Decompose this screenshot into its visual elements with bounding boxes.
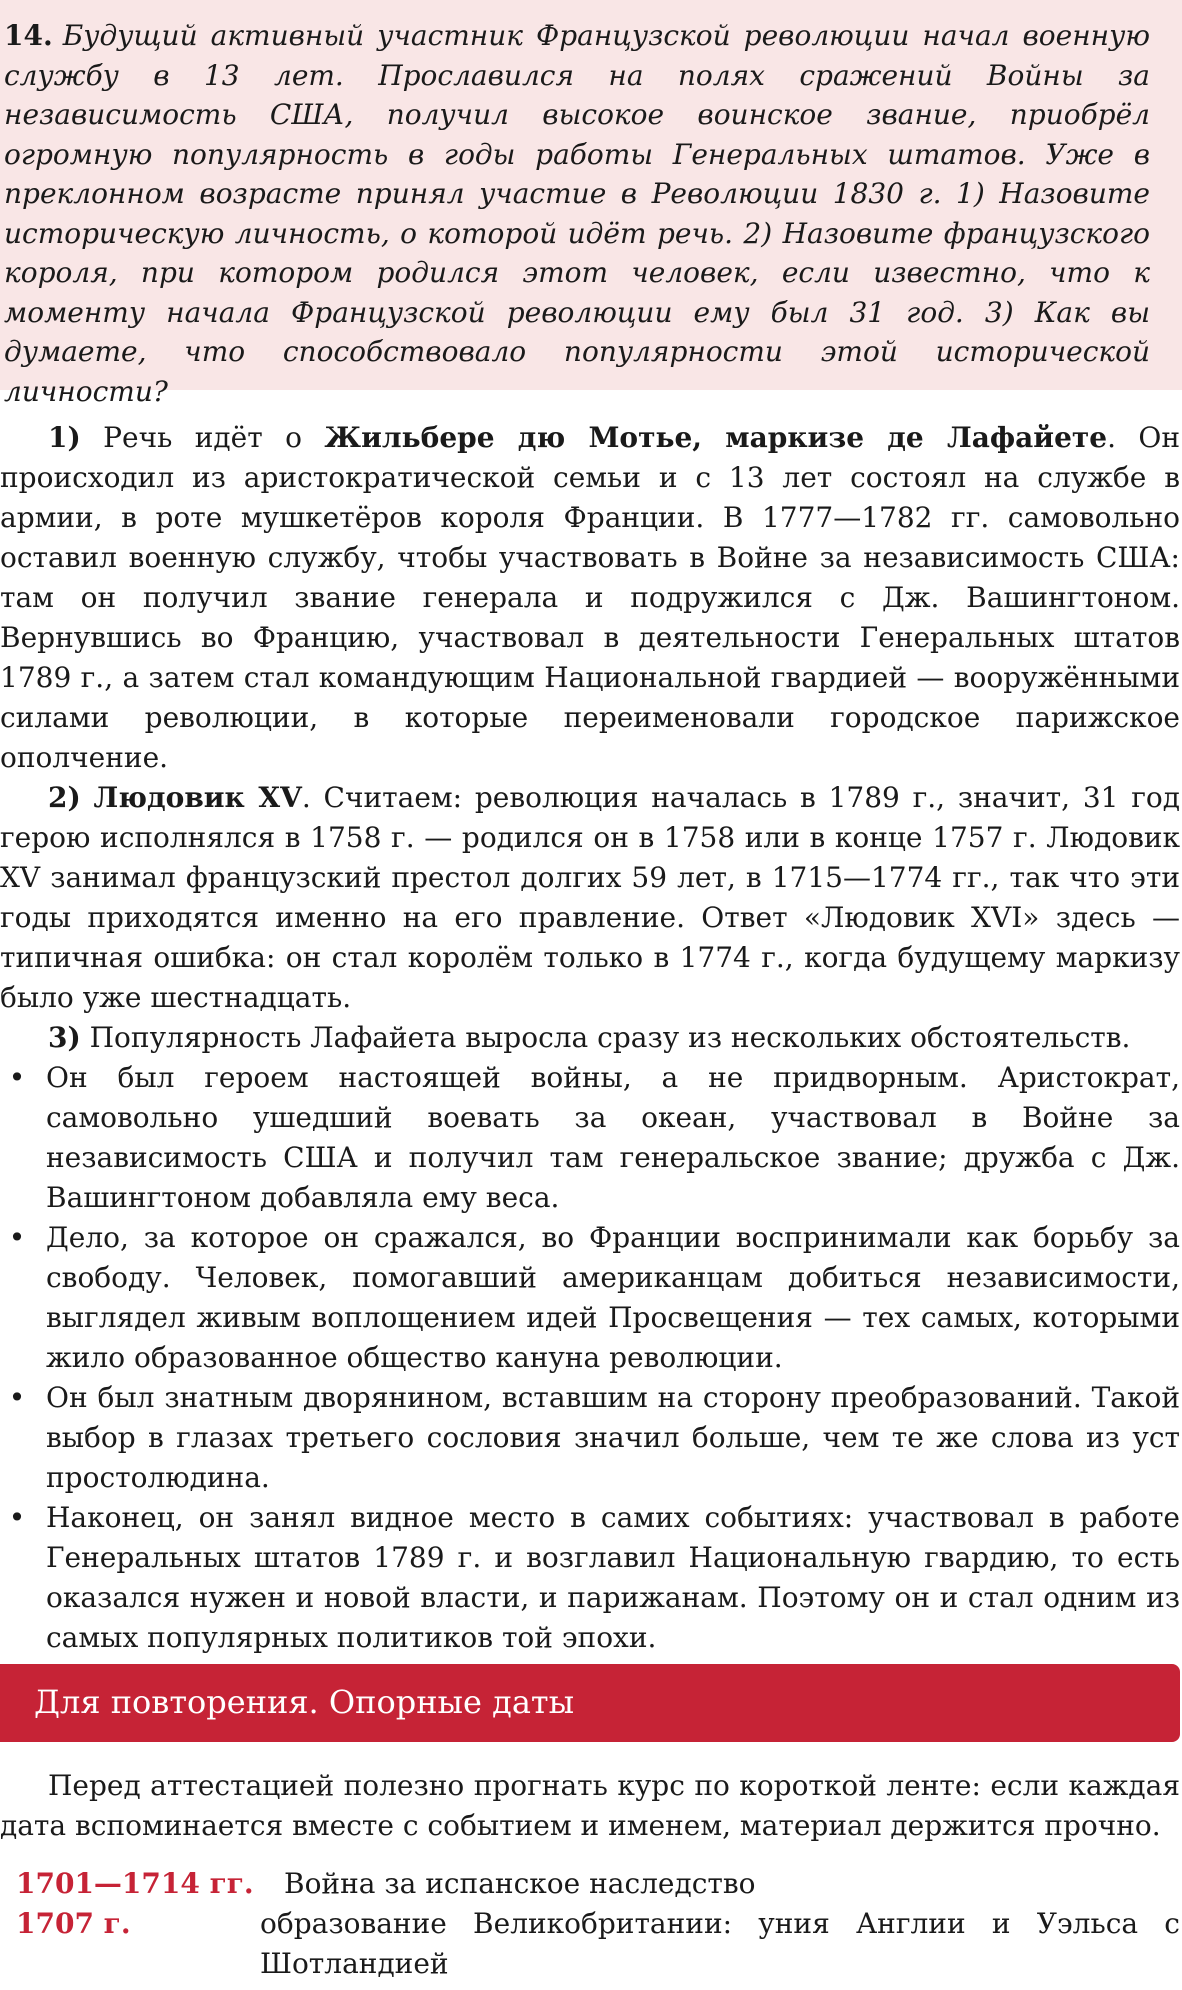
answer (0, 418, 1180, 1658)
date-label: 1707 г. (16, 1907, 131, 1940)
task-text (4, 16, 1150, 411)
task-number: 14. (4, 19, 53, 52)
date-event: Война за испанское наследство (284, 1867, 756, 1900)
answer-1-text: . Он происходил из аристократической семьи и с 13 лет состоял на службе в армии, в роте мушкетёров короля Франции. В 1777—1782 гг. самовольно оставил военную службу, чтобы участвовать в Войне за независимость США: там он получил звание генерала и подружился с Дж. Вашингтоном. Вернувшись во Францию, участвовал в деятельности Генеральных штатов 1789 г., а затем стал командующим Национальной гвардией — вооружёнными силами революции, в которые переименовали городское парижское ополчение. (0, 421, 1180, 774)
list-item-text: Он был героем настоящей войны, а не придворным. Аристократ, самовольно ушедший воевать за океан, участвовал в Войне за независимость США и получил там генеральское звание; дружба с Дж. Вашингтоном добавляла ему веса. (46, 1061, 1180, 1214)
bullet-icon: • (8, 1221, 26, 1254)
answer-number-1: 1) (48, 421, 81, 454)
task-body: Будущий активный участник Французской революции начал военную службу в 13 лет. Прославился на полях сражений Войны за независимость США, получил высокое воинское звание, приобрёл огромную популярность в годы работы Генеральных штатов. Уже в преклонном возрасте принял участие в Революции 1830 г. 1) Назовите историческую личность, о которой идёт речь. 2) Назовите французского короля, при котором родился этот человек, если известно, что к моменту начала Французской революции ему был 31 год. 3) Как вы думаете, что способствовало популярности этой исторической личности? (4, 19, 1150, 408)
list-item (0, 1058, 1180, 1218)
list-item-text: Он был знатным дворянином, вставшим на сторону преобразований. Такой выбор в глазах третьего сословия значил больше, чем те же слова из уст простолюдина. (46, 1381, 1180, 1494)
list-item-text: Дело, за которое он сражался, во Франции воспринимали как борьбу за свободу. Человек, помогавший американцам добиться независимости, выглядел живым воплощением идей Просвещения — тех самых, которыми жило образованное общество кануна революции. (46, 1221, 1180, 1374)
bullet-icon: • (8, 1381, 26, 1414)
date-label: 1701—1714 гг. (16, 1867, 254, 1900)
bullet-list (0, 1058, 1180, 1658)
task-box (0, 0, 1182, 408)
answer-1-highlight: Жильбере дю Мотье, маркизе де Лафайете (324, 421, 1108, 454)
answer-number-2: 2) (48, 781, 81, 814)
answer-number-3: 3) (48, 1021, 81, 1054)
section-header (0, 1664, 1180, 1742)
answer-1-intro: Речь идёт о (103, 421, 302, 454)
answer-2-highlight: Людовик XV (93, 781, 302, 814)
answer-2-text: . Считаем: революция началась в 1789 г., значит, 31 год герою исполнялся в 1758 г. — родился он в 1758 или в конце 1757 г. Людовик XV занимал французский престол долгих 59 лет, в 1715—1774 гг., так что эти годы приходятся именно на его правление. Ответ «Людовик XVI» здесь — типичная ошибка: он стал королём только в 1774 г., когда будущему маркизу было уже шестнадцать. (0, 781, 1180, 1014)
list-item (0, 1378, 1180, 1498)
date-row (0, 1864, 1180, 1904)
list-item (0, 1218, 1180, 1378)
list-item (0, 1498, 1180, 1658)
bullet-icon: • (8, 1061, 26, 1094)
list-item-text: Наконец, он занял видное место в самих событиях: участвовал в работе Генеральных штатов 1789 г. и возглавил Национальную гвардию, то есть оказался нужен и новой власти, и парижанам. Поэтому он и стал одним из самых популярных политиков той эпохи. (46, 1501, 1180, 1654)
answer-paragraph-3 (0, 1018, 1180, 1058)
answer-paragraph-2 (0, 778, 1180, 1018)
dates-list (0, 1864, 1180, 1984)
answer-paragraph-1 (0, 418, 1180, 778)
section-title: Для повторения. Опорные даты (34, 1683, 575, 1721)
date-event: образование Великобритании: уния Англии и Уэльса с Шотландией (260, 1907, 1180, 1980)
answer-3-text: Популярность Лафайета выросла сразу из нескольких обстоятельств. (89, 1021, 1131, 1054)
section-intro: Перед аттестацией полезно прогнать курс по короткой ленте: если каждая дата вспоминается вместе с событием и именем, материал держится прочно. (0, 1769, 1180, 1842)
date-row (0, 1904, 1180, 1984)
bullet-icon: • (8, 1501, 26, 1534)
